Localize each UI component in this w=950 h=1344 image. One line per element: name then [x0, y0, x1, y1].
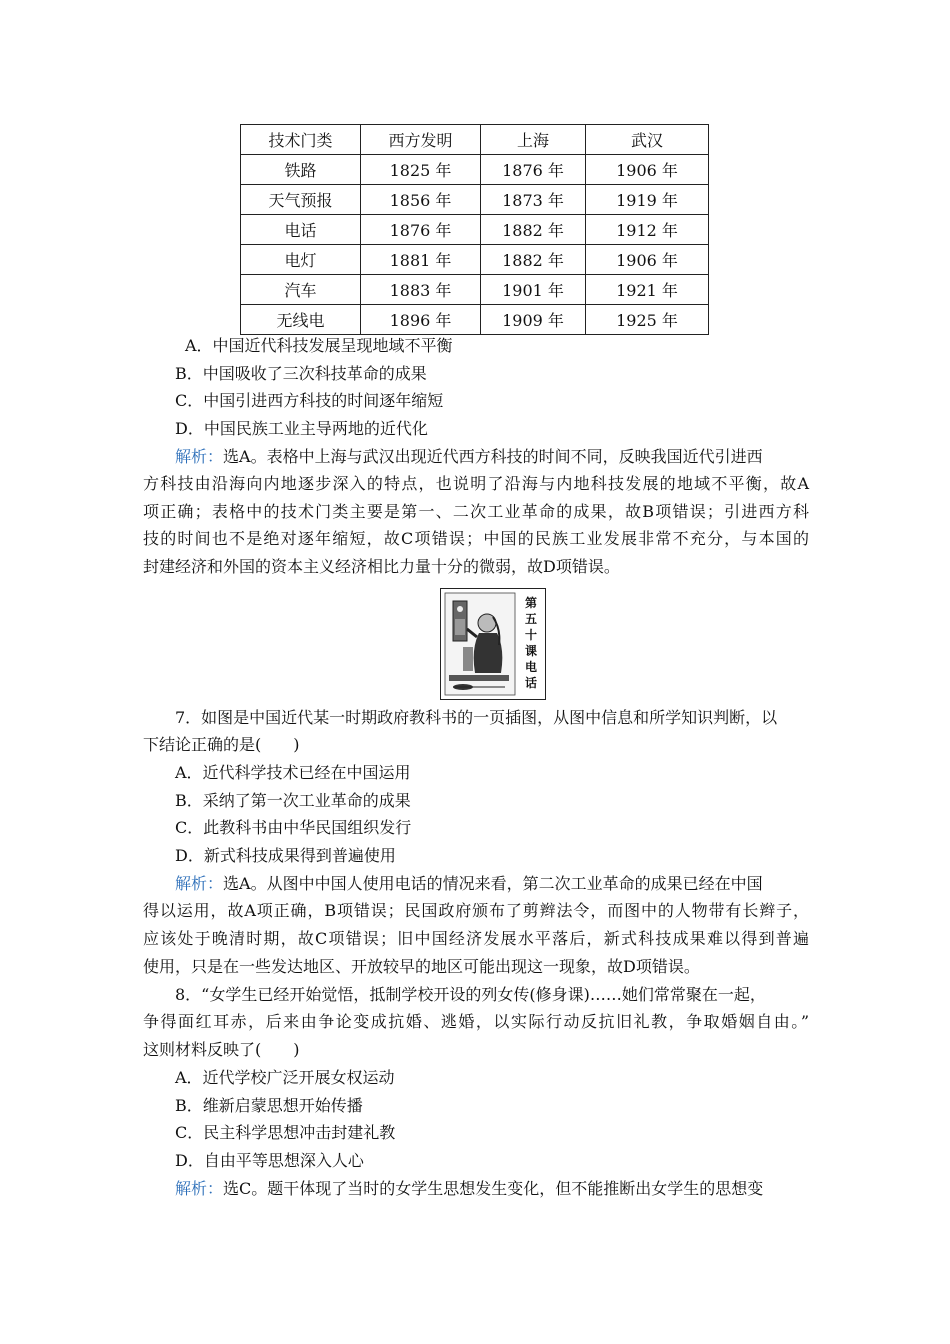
- q8-option-a: A．近代学校广泛开展女权运动: [175, 1068, 395, 1087]
- table-row: [241, 275, 709, 305]
- q7-analysis-line-4: 使用，只是在一些发达地区、开放较早的地区可能出现这一现象，故D项错误。: [143, 957, 700, 976]
- table-cell: 1906 年: [586, 155, 709, 185]
- table-cell: 1919 年: [586, 185, 709, 215]
- q8-stem-line-2: 争得面红耳赤，后来由争论变成抗婚、逃婚，以实际行动反抗旧礼教，争取婚姻自由。”: [143, 1012, 809, 1031]
- caption-char: 五: [524, 612, 537, 626]
- table-cell: 1882 年: [481, 245, 586, 275]
- caption-char: 课: [524, 644, 537, 658]
- q7-option-a: A．近代科学技术已经在中国运用: [175, 763, 411, 782]
- table-header-row: [241, 125, 709, 155]
- q8-option-c: C．民主科学思想冲击封建礼教: [175, 1123, 396, 1142]
- table-cell: 1876 年: [361, 215, 481, 245]
- caption-char: 话: [524, 676, 537, 690]
- table-cell: 汽车: [241, 275, 361, 305]
- q8-analysis-line-1: [175, 1179, 809, 1199]
- table-cell: 1921 年: [586, 275, 709, 305]
- analysis-label: 解析：: [175, 447, 224, 466]
- table-cell: 1901 年: [481, 275, 586, 305]
- table-row: [241, 185, 709, 215]
- table-cell: 1881 年: [361, 245, 481, 275]
- table-row: [241, 155, 709, 185]
- table-cell: 电话: [241, 215, 361, 245]
- table-row: [241, 215, 709, 245]
- analysis-label: 解析：: [175, 874, 224, 893]
- q6-option-c: C．中国引进西方科技的时间逐年缩短: [175, 391, 444, 410]
- caption-char: 电: [524, 660, 537, 674]
- technology-table: [240, 124, 709, 335]
- table-cell: 电灯: [241, 245, 361, 275]
- table-row: [241, 245, 709, 275]
- q6-analysis-line-3: 项正确；表格中的技术门类主要是第一、二次工业革命的成果，故B项错误；引进西方科: [143, 502, 809, 521]
- q6-option-a: A．中国近代科技发展呈现地域不平衡: [185, 336, 453, 355]
- table-cell: 铁路: [241, 155, 361, 185]
- q8-stem-line-1: 8．“女学生已经开始觉悟，抵制学校开设的列女传(修身课)……她们常常聚在一起，: [175, 985, 766, 1004]
- textbook-illustration: [440, 588, 546, 700]
- table-cell: 1912 年: [586, 215, 709, 245]
- q7-option-b: B．采纳了第一次工业革命的成果: [175, 791, 411, 810]
- table-cell: 1856 年: [361, 185, 481, 215]
- table-header-cell: 技术门类: [241, 125, 361, 155]
- q8-option-d: D．自由平等思想深入人心: [175, 1151, 364, 1170]
- table-header-cell: 上海: [481, 125, 586, 155]
- table-cell: 1825 年: [361, 155, 481, 185]
- table-row: [241, 305, 709, 335]
- q7-analysis-line-3: 应该处于晚清时期，故C项错误；旧中国经济发展水平落后，新式科技成果难以得到普遍: [143, 929, 809, 948]
- table-cell: 无线电: [241, 305, 361, 335]
- table-cell: 1883 年: [361, 275, 481, 305]
- q7-analysis-line-1: [175, 874, 809, 894]
- analysis-text: 选A。从图中中国人使用电话的情况来看，第二次工业革命的成果已经在中国: [223, 874, 763, 893]
- caption-char: 十: [524, 628, 537, 642]
- analysis-label: 解析：: [175, 1179, 224, 1198]
- illustration-caption: [523, 595, 539, 691]
- q6-analysis-line-2: 方科技由沿海向内地逐步深入的特点，也说明了沿海与内地科技发展的地域不平衡，故A: [143, 474, 809, 493]
- q6-analysis-line-1: [175, 447, 809, 467]
- table-cell: 1896 年: [361, 305, 481, 335]
- analysis-text: 选C。题干体现了当时的女学生思想发生变化，但不能推断出女学生的思想变: [223, 1179, 764, 1198]
- table-header-cell: 武汉: [586, 125, 709, 155]
- table-cell: 1882 年: [481, 215, 586, 245]
- q6-analysis-line-4: 技的时间也不是绝对逐年缩短，故C项错误；中国的民族工业发展非常不充分，与本国的: [143, 529, 809, 548]
- q6-option-b: B．中国吸收了三次科技革命的成果: [175, 364, 427, 383]
- q7-stem-line-1: 7．如图是中国近代某一时期政府教科书的一页插图，从图中信息和所学知识判断，以: [175, 708, 778, 727]
- table-cell: 1876 年: [481, 155, 586, 185]
- table-cell: 1909 年: [481, 305, 586, 335]
- table-header-cell: 西方发明: [361, 125, 481, 155]
- analysis-text: 选A。表格中上海与武汉出现近代西方科技的时间不同，反映我国近代引进西: [223, 447, 763, 466]
- caption-char: 第: [524, 596, 537, 610]
- q7-stem-line-2: 下结论正确的是( ): [143, 735, 300, 754]
- q7-option-c: C．此教科书由中华民国组织发行: [175, 818, 412, 837]
- table-cell: 1873 年: [481, 185, 586, 215]
- table-cell: 天气预报: [241, 185, 361, 215]
- q8-option-b: B．维新启蒙思想开始传播: [175, 1096, 363, 1115]
- q7-analysis-line-2: 得以运用，故A项正确，B项错误；民国政府颁布了剪辫法令，而图中的人物带有长辫子，: [143, 901, 809, 920]
- q6-analysis-line-5: 封建经济和外国的资本主义经济相比力量十分的微弱，故D项错误。: [143, 557, 620, 576]
- table-cell: 1906 年: [586, 245, 709, 275]
- q8-stem-line-3: 这则材料反映了( ): [143, 1040, 300, 1059]
- table-cell: 1925 年: [586, 305, 709, 335]
- q6-option-d: D．中国民族工业主导两地的近代化: [175, 419, 428, 438]
- q7-option-d: D．新式科技成果得到普遍使用: [175, 846, 396, 865]
